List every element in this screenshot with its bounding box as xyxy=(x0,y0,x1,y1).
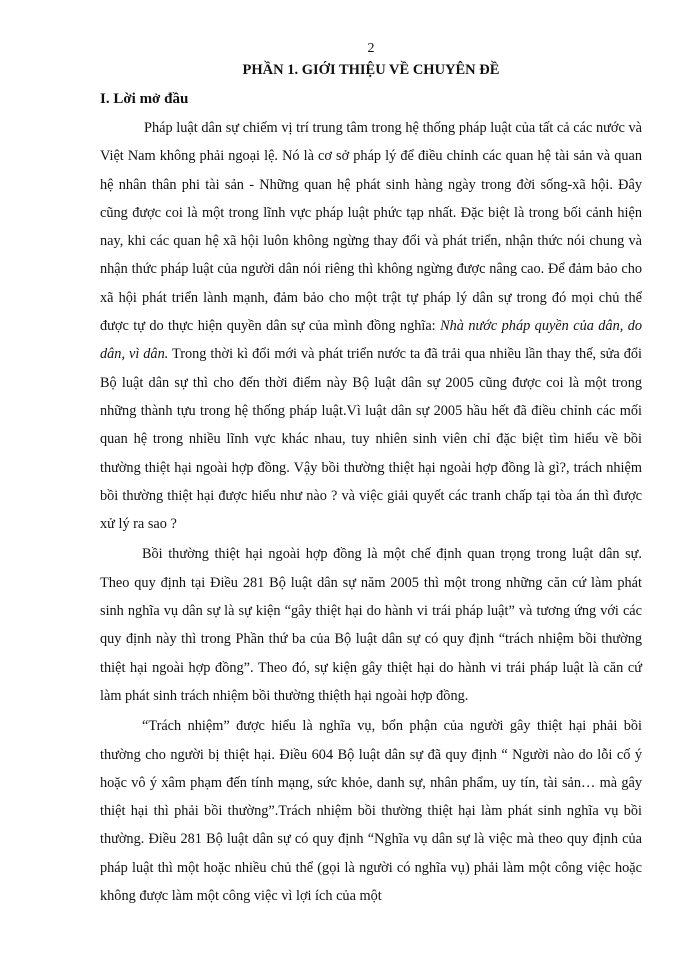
paragraph-intro-continued: Trong thời kì đổi mới và phát triển nước ta đã trải qua nhiều lần thay thế, sửa đổi Bộ luật dân sự thì cho đến thời điểm này Bộ luật dân sự 2005 cũng được coi là một trong những thành tựu trong hệ thống pháp luật.Vì luật dân sự 2005 hầu hết đã điều chỉnh các mối quan hệ trong nhiều lĩnh vực khác nhau, tuy nhiên sinh viên chỉ đặc biệt tìm hiểu về bồi thường thiệt hại ngoài hợp đồng. Vậy bồi thường thiệt hại ngoài hợp đồng là gì?, trách nhiệm bồi thường thiệt hại được hiểu như nào ? và việc giải quyết các tranh chấp tại tòa án thì được xử lý ra sao ? xyxy=(100,346,642,533)
paragraph-responsibility: “Trách nhiệm” được hiểu là nghĩa vụ, bổn phận của người gây thiệt hại phải bồi thường cho người bị thiệt hại. Điều 604 Bộ luật dân sự đã quy định “ Người nào do lỗi cố ý hoặc vô ý xâm phạm đến tính mạng, sức khỏe, danh sự, nhân phẩm, uy tín, tài sản… mà gây thiệt hại thì phải bồi thường”.Trách nhiệm bồi thường thiệt hại làm phát sinh nghĩa vụ bồi thường. Điều 281 Bộ luật dân sự có quy định “Nghĩa vụ dân sự là việc mà theo quy định của pháp luật thì một hoặc nhiều chủ thể (gọi là người có nghĩa vụ) phải làm một công việc hoặc không được làm một công việc vì lợi ích của một xyxy=(100,718,642,905)
page-number: 2 xyxy=(367,41,375,56)
paragraph-intro xyxy=(100,114,642,538)
paragraph-intro-italic: Nhà nước pháp quyền của dân, do dân, vì dân. xyxy=(100,318,643,363)
section-heading: I. Lời mở đầu xyxy=(100,91,189,107)
paragraph-compensation: Bồi thường thiệt hại ngoài hợp đồng là một chế định quan trọng trong luật dân sự. Theo quy định tại Điều 281 Bộ luật dân sự năm 2005 thì một trong những căn cứ làm phát sinh nghĩa vụ dân sự là sự kiện “gây thiệt hại do hành vi trái pháp luật” và tương ứng với các quy định này thì trong Phần thứ ba của Bộ luật dân sự có quy định “trách nhiệm bồi thường thiệt hại ngoài hợp đồng”. Theo đó, sự kiện gây thiệt hại do hành vi trái pháp luật là căn cứ làm phát sinh trách nhiệm bồi thường thiệth hại ngoài hợp đồng. xyxy=(100,546,642,704)
paragraph-intro-text: Pháp luật dân sự chiếm vị trí trung tâm trong hệ thống pháp luật của tất cả các nước và Việt Nam không phải ngoại lệ. Nó là cơ sở pháp lý để điều chỉnh các quan hệ tài sản và quan hệ nhân thân phi tài sản - Những quan hệ phát sinh hàng ngày trong đời sống-xã hội. Đây cũng được coi là một trong lĩnh vực pháp luật phức tạp nhất. Đặc biệt là trong bối cảnh hiện nay, khi các quan hệ xã hội luôn không ngừng thay đổi và phát triển, nhận thức nói chung và nhận thức pháp luật của người dân nói riêng thì không ngừng được nâng cao. Để đảm bảo cho xã hội phát triển lành mạnh, đảm bảo cho một trật tự pháp lý dân sự trong đó mọi chủ thể được tự do thực hiện quyền dân sự của mình đồng nghĩa: xyxy=(100,120,642,335)
part-title: PHẦN 1. GIỚI THIỆU VỀ CHUYÊN ĐỀ xyxy=(242,62,500,78)
